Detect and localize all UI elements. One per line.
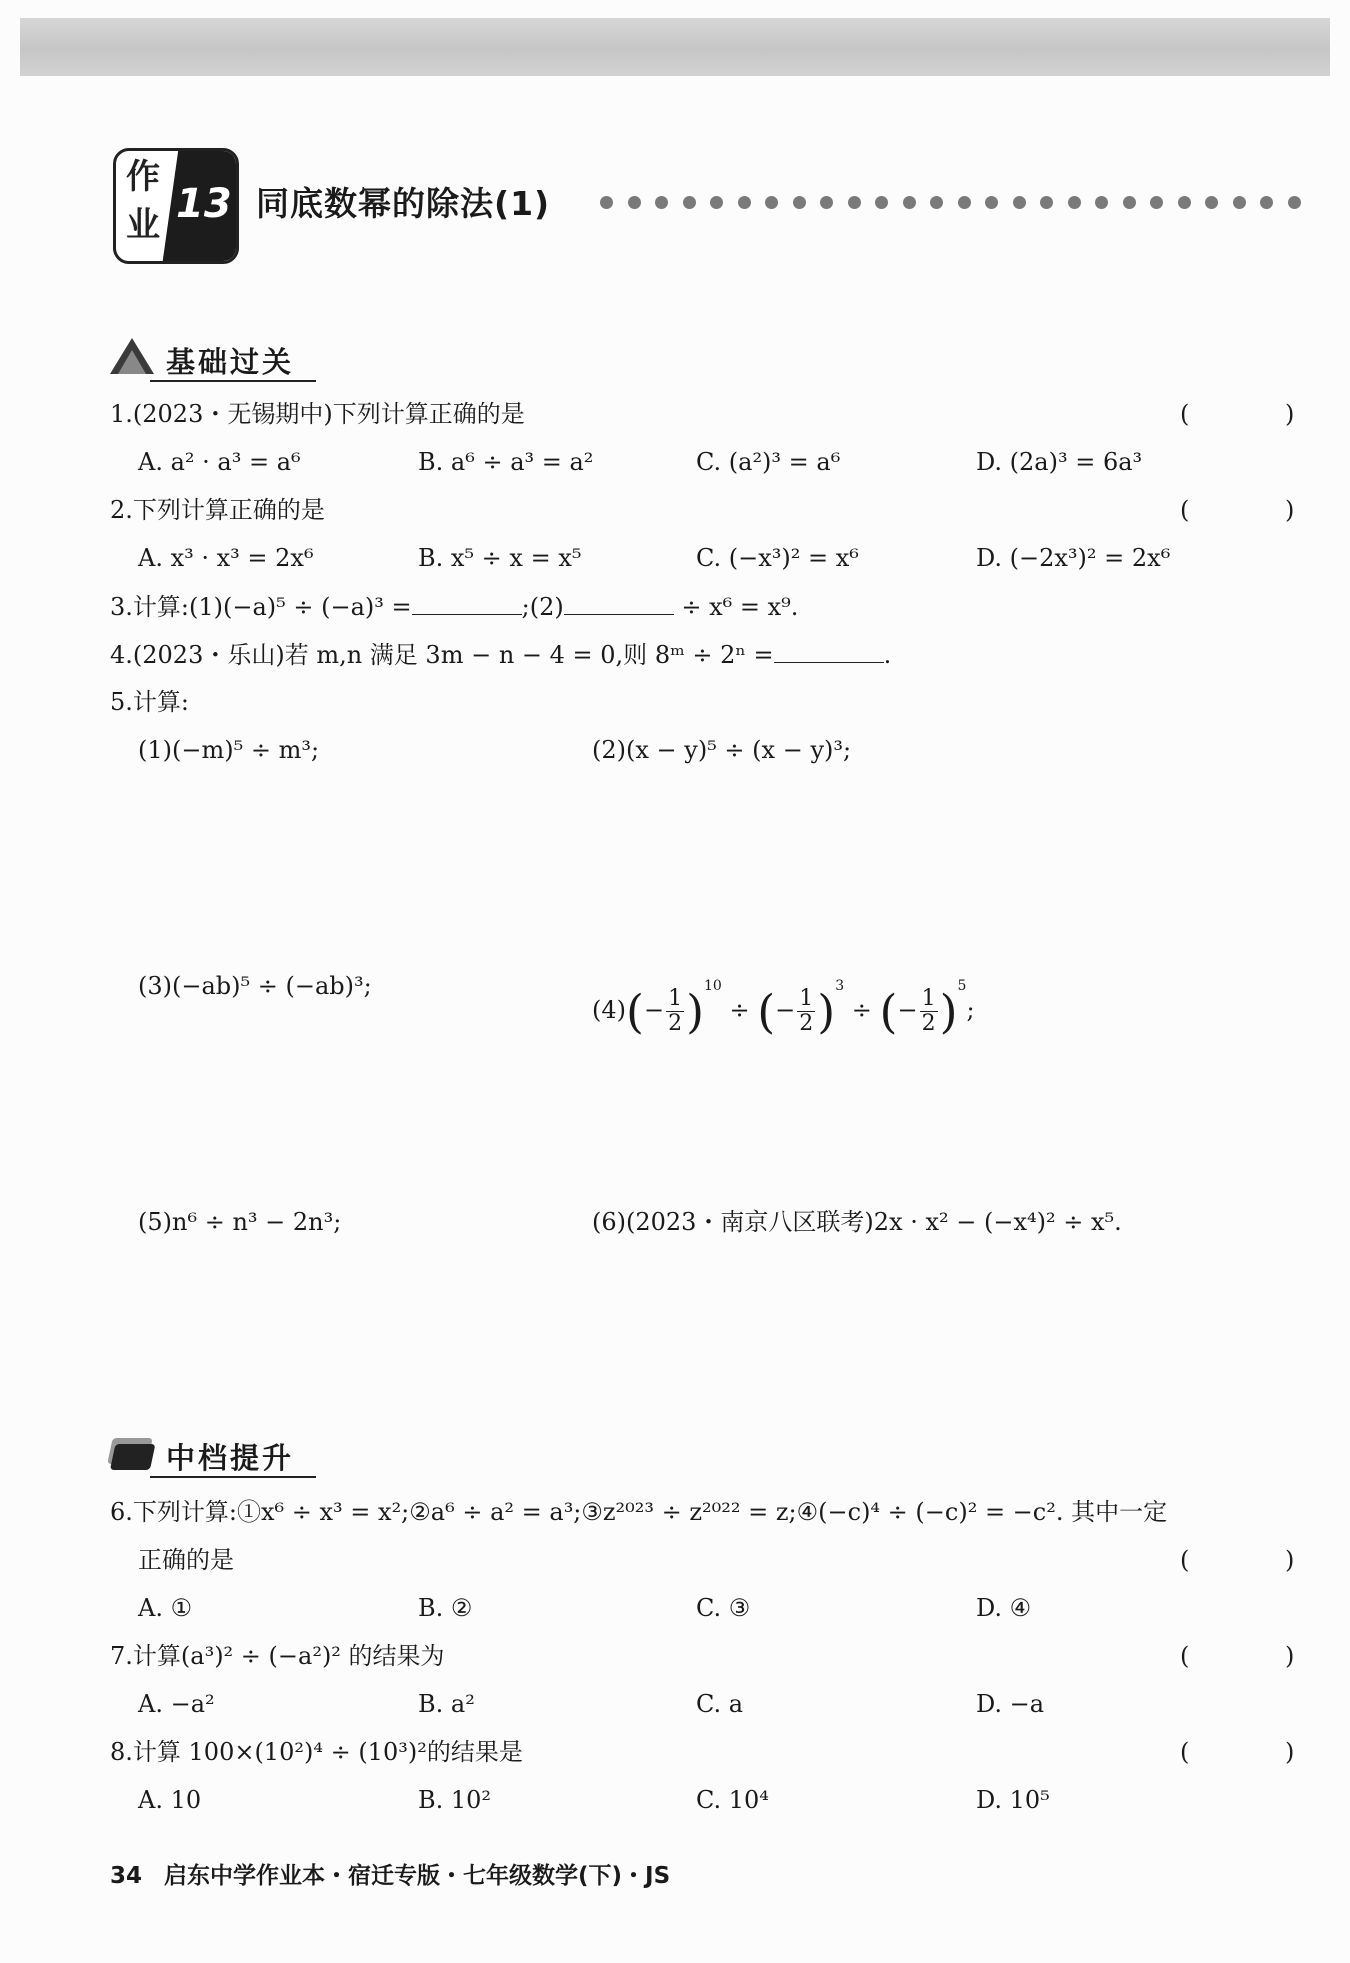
q5-part-5: (5)n⁶ ÷ n³ − 2n³; xyxy=(138,1208,342,1236)
leader-dot xyxy=(820,196,833,209)
q6-option-b: B. ② xyxy=(418,1594,473,1622)
q2-option-c: C. (−x³)² = x⁶ xyxy=(696,544,859,572)
q6-option-a: A. ① xyxy=(138,1594,193,1622)
section-underline xyxy=(150,1476,316,1478)
top-scan-band xyxy=(20,18,1330,76)
q1-option-c: C. (a²)³ = a⁶ xyxy=(696,448,841,476)
leader-dot xyxy=(985,196,998,209)
leader-dot xyxy=(903,196,916,209)
q6-option-d: D. ④ xyxy=(976,1594,1032,1622)
q8-option-c: C. 10⁴ xyxy=(696,1786,769,1814)
page-footer xyxy=(110,1857,670,1890)
leader-dot xyxy=(1095,196,1108,209)
q4-blank[interactable] xyxy=(774,638,884,663)
q1-option-d: D. (2a)³ = 6a³ xyxy=(976,448,1143,476)
leader-dot xyxy=(1040,196,1053,209)
q6-option-c: C. ③ xyxy=(696,1594,751,1622)
fraction: $\frac{1}{2}$ xyxy=(799,986,814,1036)
q7-option-d: D. −a xyxy=(976,1690,1045,1718)
leader-dot xyxy=(1123,196,1136,209)
question-1-stem: 1.(2023・无锡期中)下列计算正确的是 xyxy=(110,400,525,428)
leader-dot xyxy=(848,196,861,209)
question-6-stem: 6.下列计算:①x⁶ ÷ x³ = x²;②a⁶ ÷ a² = a³;③z²⁰²³ ÷ z²⁰²² = z;④(−c)⁴ ÷ (−c)² = −c². 其中一定 xyxy=(110,1498,1168,1526)
q3-blank-2[interactable] xyxy=(564,590,674,615)
q2-option-d: D. (−2x³)² = 2x⁶ xyxy=(976,544,1171,572)
intermediate-section-icon xyxy=(108,1432,160,1472)
homework-badge xyxy=(113,148,239,264)
q3-blank-1[interactable] xyxy=(412,590,522,615)
answer-bracket: ( ) xyxy=(1180,1642,1339,1670)
q5-part-2: (2)(x − y)⁵ ÷ (x − y)³; xyxy=(592,736,852,764)
leader-dot xyxy=(1150,196,1163,209)
question-8-stem: 8.计算 100×(10²)⁴ ÷ (10³)²的结果是 xyxy=(110,1738,523,1766)
badge-char-ye: 业 xyxy=(126,205,160,245)
q5-part-6: (6)(2023・南京八区联考)2x · x² − (−x⁴)² ÷ x⁵. xyxy=(592,1208,1122,1236)
page-number: 34 xyxy=(110,1863,143,1889)
q3-mid: ;(2) xyxy=(521,593,564,621)
badge-number: 13 xyxy=(176,181,232,227)
leader-dot xyxy=(930,196,943,209)
answer-bracket: ( ) xyxy=(1180,496,1339,524)
leader-dot xyxy=(793,196,806,209)
badge-char-zuo: 作 xyxy=(126,157,160,197)
q7-option-b: B. a² xyxy=(418,1690,475,1718)
q1-option-b: B. a⁶ ÷ a³ = a² xyxy=(418,448,594,476)
q5-part-3: (3)(−ab)⁵ ÷ (−ab)³; xyxy=(138,972,372,1000)
section-underline xyxy=(150,380,316,382)
leader-dot xyxy=(1068,196,1081,209)
fraction: $\frac{1}{2}$ xyxy=(668,986,683,1036)
q5-part-4-label: (4) xyxy=(592,996,626,1024)
q5-part-4: (4)(− $\frac{1}{2}$ )$^{10}$ ÷ (− $\frac{1}{2}$ )$^3$ ÷ (− $\frac{1}{2}$ )$^5$; xyxy=(592,978,975,1039)
section-heading-basic: 基础过关 xyxy=(166,345,295,379)
page-title: 同底数幂的除法(1) xyxy=(256,184,551,223)
answer-bracket: ( ) xyxy=(1180,1738,1339,1766)
leader-dot xyxy=(710,196,723,209)
q2-option-a: A. x³ · x³ = 2x⁶ xyxy=(138,544,314,572)
leader-dot xyxy=(600,196,613,209)
answer-bracket: ( ) xyxy=(1180,400,1339,428)
q7-option-a: A. −a² xyxy=(138,1690,215,1718)
q8-option-b: B. 10² xyxy=(418,1786,492,1814)
q8-option-d: D. 10⁵ xyxy=(976,1786,1050,1814)
leader-dot xyxy=(683,196,696,209)
q3-tail: ÷ x⁶ = x⁹. xyxy=(681,593,799,621)
q5-part-1: (1)(−m)⁵ ÷ m³; xyxy=(138,736,320,764)
question-3 xyxy=(110,590,798,623)
leader-dot xyxy=(1260,196,1273,209)
leader-dot xyxy=(875,196,888,209)
q7-option-c: C. a xyxy=(696,1690,744,1718)
leader-dot xyxy=(1288,196,1301,209)
q3-stem: 3.计算:(1)(−a)⁵ ÷ (−a)³ = xyxy=(110,593,412,621)
question-6-stem-cont: 正确的是 xyxy=(138,1546,234,1574)
leader-dot xyxy=(1233,196,1246,209)
section-heading-intermediate: 中档提升 xyxy=(166,1441,295,1475)
q4-stem: 4.(2023・乐山)若 m,n 满足 3m − n − 4 = 0,则 8ᵐ ÷ 2ⁿ = xyxy=(110,641,774,669)
title-dot-leader xyxy=(600,196,1320,210)
question-7-stem: 7.计算(a³)² ÷ (−a²)² 的结果为 xyxy=(110,1642,445,1670)
question-5-stem: 5.计算: xyxy=(110,688,189,716)
leader-dot xyxy=(628,196,641,209)
question-2-stem: 2.下列计算正确的是 xyxy=(110,496,325,524)
leader-dot xyxy=(1178,196,1191,209)
leader-dot xyxy=(1013,196,1026,209)
q1-option-a: A. a² · a³ = a⁶ xyxy=(138,448,301,476)
question-4 xyxy=(110,638,891,671)
fraction: $\frac{1}{2}$ xyxy=(921,986,936,1036)
leader-dot xyxy=(655,196,668,209)
answer-bracket: ( ) xyxy=(1180,1546,1339,1574)
leader-dot xyxy=(958,196,971,209)
footer-text: 启东中学作业本・宿迁专版・七年级数学(下)・JS xyxy=(164,1863,671,1889)
leader-dot xyxy=(738,196,751,209)
q2-option-b: B. x⁵ ÷ x = x⁵ xyxy=(418,544,582,572)
q4-tail: . xyxy=(883,641,892,669)
leader-dot xyxy=(765,196,778,209)
basic-section-icon xyxy=(108,336,156,376)
leader-dot xyxy=(1205,196,1218,209)
q8-option-a: A. 10 xyxy=(138,1786,202,1814)
